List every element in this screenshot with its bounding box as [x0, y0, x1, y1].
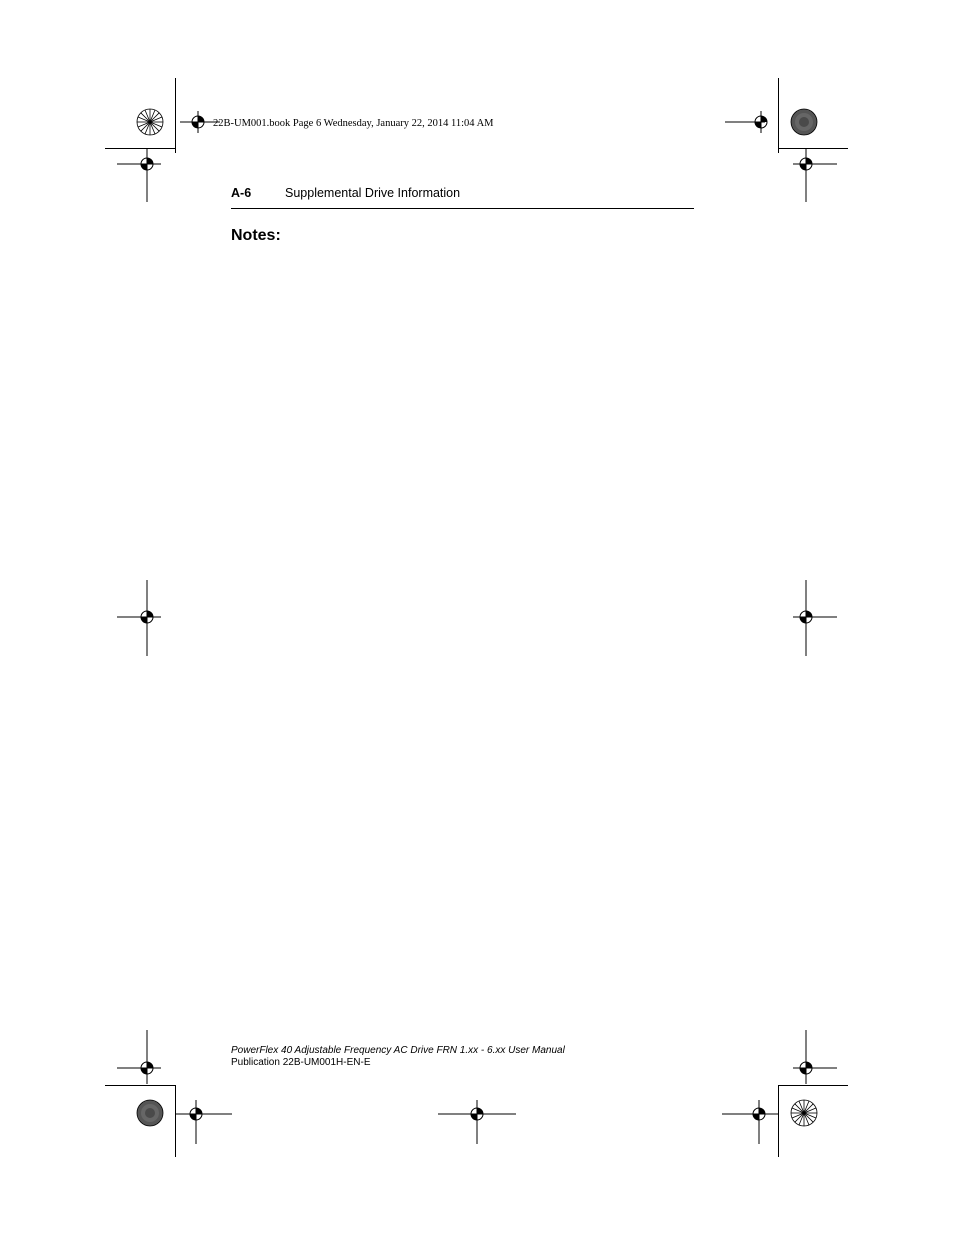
registration-target-icon — [176, 110, 222, 134]
registration-target-icon — [117, 1030, 161, 1086]
density-target-icon — [136, 1099, 164, 1127]
footer-publication: Publication 22B-UM001H-EN-E — [231, 1057, 371, 1068]
section-title: Supplemental Drive Information — [285, 186, 461, 200]
star-target-icon — [790, 1099, 818, 1127]
registration-target-icon — [721, 110, 767, 134]
registration-target-icon — [793, 1030, 837, 1086]
notes-heading: Notes: — [231, 227, 281, 244]
registration-target-icon — [117, 580, 161, 656]
density-target-icon — [790, 108, 818, 136]
registration-target-icon — [117, 144, 161, 204]
footer-manual-title: PowerFlex 40 Adjustable Frequency AC Drive FRN 1.xx - 6.xx User Manual — [231, 1045, 565, 1056]
registration-target-icon — [793, 144, 837, 204]
registration-target-icon — [438, 1100, 516, 1146]
header-rule — [231, 208, 694, 209]
registration-target-icon — [793, 580, 837, 656]
registration-target-icon — [176, 1100, 232, 1146]
crop-line — [778, 78, 779, 153]
print-slug: 22B-UM001.book Page 6 Wednesday, January 22, 2014 11:04 AM — [213, 118, 494, 129]
registration-target-icon — [722, 1100, 778, 1146]
star-target-icon — [136, 108, 164, 136]
crop-line — [778, 1085, 779, 1157]
page-number: A-6 — [231, 186, 252, 200]
